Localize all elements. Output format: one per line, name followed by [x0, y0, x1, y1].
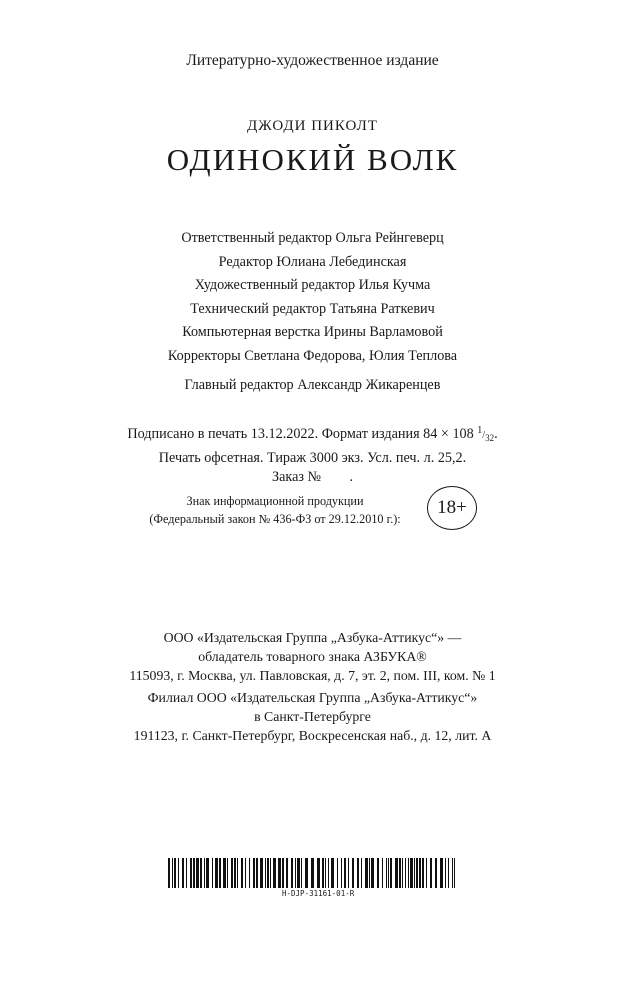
barcode-bar	[267, 858, 269, 888]
barcode-bar	[178, 858, 179, 888]
print-info-line3: Заказ № .	[272, 469, 353, 485]
barcode-bar	[168, 858, 170, 888]
branch-line: в Санкт-Петербурге	[254, 709, 371, 724]
barcode-bar	[377, 858, 379, 888]
credit-line: Компьютерная верстка Ирины Варламовой	[182, 324, 443, 340]
print-info-block	[0, 421, 625, 488]
barcode-bar	[388, 858, 389, 888]
barcode-bar	[237, 858, 238, 888]
barcode-bar	[357, 858, 359, 888]
print-info-line2: Печать офсетная. Тираж 3000 экз. Усл. печ. л. 25,2.	[158, 449, 467, 466]
barcode-bar	[245, 858, 246, 888]
print-info-text: Подписано в печать 13.12.2022. Формат издания 84 × 108	[127, 426, 474, 442]
barcode-bars	[168, 858, 458, 888]
age-rating-badge: 18+	[427, 486, 477, 530]
format-fraction: $^1/_{32}$	[477, 425, 495, 443]
barcode-bar	[341, 858, 342, 888]
barcode-bar	[328, 858, 329, 888]
branch-address: 191123, г. Санкт-Петербург, Воскресенская наб., д. 12, лит. А	[133, 728, 492, 743]
barcode-bar	[402, 858, 403, 888]
barcode-bar	[273, 858, 276, 888]
barcode-bar	[414, 858, 415, 888]
barcode-bar	[382, 858, 383, 888]
barcode-bar	[331, 858, 334, 888]
barcode-bar	[399, 858, 401, 888]
credit-line: Технический редактор Татьяна Раткевич	[190, 300, 435, 317]
barcode-bar	[256, 858, 258, 888]
barcode-bar	[200, 858, 202, 888]
barcode-bar	[234, 858, 236, 888]
barcode-bar	[448, 858, 449, 888]
barcode-bar	[297, 858, 300, 888]
barcode-bar	[172, 858, 173, 888]
credits-block	[0, 227, 625, 398]
barcode-bar	[196, 858, 199, 888]
barcode-bar	[282, 858, 284, 888]
barcode-bar	[190, 858, 192, 888]
credit-line: Художественный редактор Илья Кучма	[194, 277, 431, 293]
barcode-bar	[260, 858, 263, 888]
barcode-bar	[265, 858, 266, 888]
barcode-bar	[365, 858, 368, 888]
barcode-bar	[249, 858, 250, 888]
genre-label: Литературно-художественное издание	[186, 52, 439, 69]
barcode-bar	[186, 858, 187, 888]
barcode-bar	[405, 858, 406, 888]
barcode-bar	[253, 858, 255, 888]
barcode-bar	[337, 858, 338, 888]
info-label-line1: Знак информационной продукции	[186, 494, 364, 508]
barcode-bar	[295, 858, 296, 888]
barcode-bar	[390, 858, 392, 888]
barcode-bar	[426, 858, 427, 888]
publisher-address: 115093, г. Москва, ул. Павловская, д. 7, эт. 2, пом. III, ком. № 1	[129, 668, 496, 683]
barcode-bar	[454, 858, 455, 888]
barcode-bar	[435, 858, 437, 888]
barcode	[168, 858, 458, 908]
format-denominator: 32	[485, 433, 495, 443]
barcode-bar	[223, 858, 226, 888]
barcode-bar	[241, 858, 243, 888]
info-product-label	[130, 492, 420, 528]
credit-line: Редактор Юлиана Лебединская	[218, 253, 407, 270]
format-numerator: 1	[477, 425, 483, 436]
barcode-bar	[231, 858, 233, 888]
barcode-bar	[270, 858, 271, 888]
barcode-label: H-DJP-31161-01-R	[282, 889, 355, 898]
print-info-line1: Подписано в печать 13.12.2022. Формат издания 84 × 108 $^1/_{32}$.	[127, 425, 498, 443]
barcode-bar	[305, 858, 308, 888]
barcode-bar	[369, 858, 370, 888]
barcode-bar	[440, 858, 443, 888]
barcode-bar	[410, 858, 413, 888]
publisher-line: обладатель товарного знака АЗБУКА®	[198, 649, 427, 664]
barcode-bar	[352, 858, 354, 888]
barcode-bar	[219, 858, 221, 888]
barcode-bar	[422, 858, 424, 888]
branch-line: Филиал ООО «Издательская Группа „Азбука-Аттикус“»	[147, 690, 478, 705]
barcode-bar	[212, 858, 213, 888]
barcode-bar	[311, 858, 314, 888]
barcode-bar	[452, 858, 453, 888]
credit-line: Ответственный редактор Ольга Рейнгеверц	[181, 230, 444, 246]
book-title: ОДИНОКИЙ ВОЛК	[166, 142, 459, 177]
author-name: ДЖОДИ ПИКОЛТ	[247, 118, 378, 134]
publisher-line: ООО «Издательская Группа „Азбука-Аттикус“» —	[163, 630, 462, 645]
barcode-bar	[204, 858, 205, 888]
barcode-bar	[419, 858, 421, 888]
barcode-bar	[386, 858, 387, 888]
barcode-bar	[325, 858, 326, 888]
barcode-bar	[395, 858, 398, 888]
barcode-bar	[348, 858, 349, 888]
barcode-bar	[278, 858, 281, 888]
barcode-bar	[301, 858, 302, 888]
chief-editor-line: Главный редактор Александр Жикаренцев	[184, 377, 441, 393]
barcode-bar	[445, 858, 446, 888]
credit-line: Корректоры Светлана Федорова, Юлия Теплова	[167, 347, 458, 364]
barcode-bar	[193, 858, 195, 888]
publisher-block	[0, 628, 625, 745]
barcode-bar	[215, 858, 218, 888]
barcode-bar	[408, 858, 409, 888]
barcode-bar	[361, 858, 362, 888]
barcode-bar	[182, 858, 184, 888]
barcode-bar	[371, 858, 374, 888]
barcode-bar	[322, 858, 324, 888]
info-label-line2: (Федеральный закон № 436-ФЗ от 29.12.2010 г.):	[149, 512, 401, 526]
barcode-bar	[416, 858, 418, 888]
barcode-bar	[227, 858, 228, 888]
barcode-bar	[291, 858, 293, 888]
barcode-bar	[344, 858, 346, 888]
barcode-bar	[174, 858, 176, 888]
barcode-bar	[317, 858, 320, 888]
barcode-bar	[286, 858, 288, 888]
barcode-bar	[206, 858, 209, 888]
barcode-bar	[430, 858, 432, 888]
